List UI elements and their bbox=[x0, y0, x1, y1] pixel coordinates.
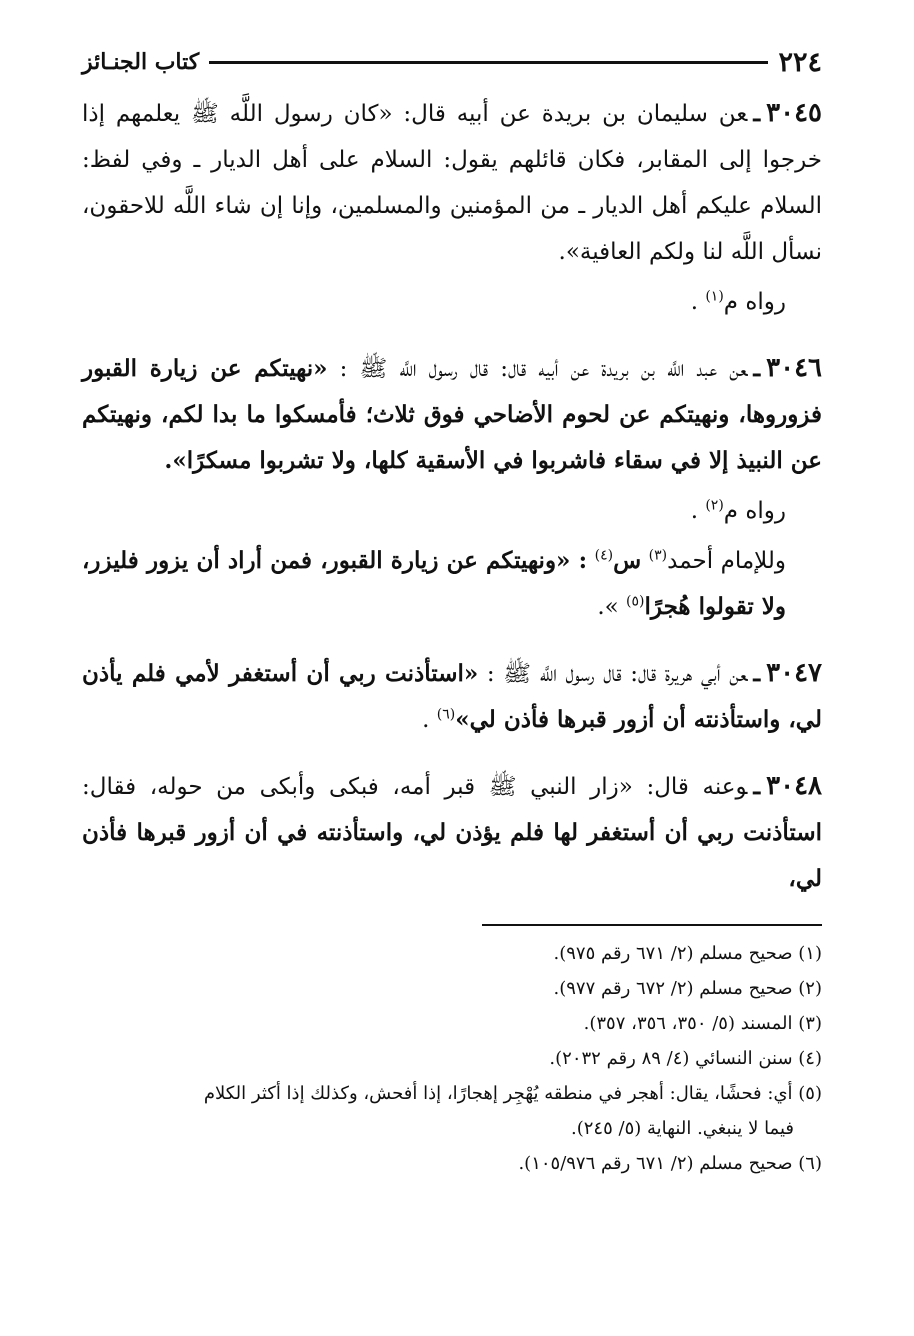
hadith-text: «كان رسول اللَّه ﷺ يعلمهم إذا خرجوا إلى المقابر، فكان قائلهم يقول: السلام على أهل الديار ـ وفي لفظ: السلام عليكم أهل الديار ـ من المؤمنين والمسلمين، وإنا إن شاء اللَّه للاحقون، نسأل اللَّه لنا ولكم العافية». bbox=[82, 101, 822, 265]
dash-mark: ـ bbox=[753, 773, 761, 800]
footnote-ref: (٥) bbox=[626, 593, 645, 610]
chapter-title: كتاب الجنـائز bbox=[82, 49, 200, 75]
narration-text: : «ونهيتكم عن زيارة القبور، فمن أراد أن يزور فليزر، ولا تقولوا هُجرًا bbox=[82, 547, 786, 620]
footnote-2: (٢) صحيح مسلم (٢/ ٦٧٢ رقم ٩٧٧). bbox=[553, 978, 822, 999]
footnotes bbox=[82, 936, 822, 1181]
hadith-3045 bbox=[82, 90, 822, 275]
hadith-intro: عن عبد اللَّه بن بريدة عن أبيه قال: قال رسول اللَّه ﷺ : bbox=[339, 356, 748, 382]
hadith-text: «استأذنت ربي أن أستغفر لأمي فلم يأذن لي، واستأذنته أن أزور قبرها فأذن لي» bbox=[82, 660, 822, 733]
footnote-ref: (٤) bbox=[594, 547, 614, 564]
footnote-3: (٣) المسند (٥/ ٣٥٠، ٣٥٦، ٣٥٧). bbox=[583, 1013, 822, 1034]
hadith-3046 bbox=[82, 345, 822, 484]
hadith-intro: عن سليمان بن بريدة عن أبيه قال: bbox=[403, 101, 748, 127]
narration-close: ». bbox=[597, 594, 619, 620]
hadith-intro: عن أبي هريرة قال: قال رسول اللَّه ﷺ : bbox=[486, 661, 748, 687]
page-number: ٢٢٤ bbox=[778, 46, 822, 78]
hadith-number: ٣٠٤٨ bbox=[766, 771, 822, 801]
page-header bbox=[82, 40, 822, 84]
hadith-3048 bbox=[82, 763, 822, 902]
rawah-label: رواه م bbox=[723, 498, 786, 524]
hadith-intro: وعنه قال: «زار النبي ﷺ قبر أمه، فبكى وأبكى من حوله، فقال: bbox=[82, 774, 748, 800]
dash-mark: ـ bbox=[753, 660, 761, 687]
footnote-ref: (٣) bbox=[648, 547, 668, 564]
footnote-separator bbox=[482, 924, 822, 926]
hadith-close: . bbox=[422, 707, 430, 733]
footnote-6: (٦) صحيح مسلم (٢/ ٦٧١ رقم ١٠٥/٩٧٦). bbox=[518, 1153, 822, 1174]
footnote-5: (٥) أي: فحشًا، يقال: أهجر في منطقه يُهْجِر إهجارًا، إذا أفحش، وكذلك إذا أكثر الكلام bbox=[203, 1083, 822, 1104]
book-page bbox=[82, 40, 822, 1181]
hadith-number: ٣٠٤٦ bbox=[766, 353, 822, 383]
dash-mark: ـ bbox=[753, 355, 761, 382]
hadith-number: ٣٠٤٧ bbox=[766, 658, 823, 688]
rawah-label: رواه م bbox=[723, 289, 786, 315]
hadith-3047 bbox=[82, 650, 822, 743]
footnote-5-continued: فيما لا ينبغي. النهاية (٥/ ٢٤٥). bbox=[571, 1118, 794, 1139]
footnote-4: (٤) سنن النسائي (٤/ ٨٩ رقم ٢٠٣٢). bbox=[549, 1048, 822, 1069]
footnote-ref: (٢) bbox=[705, 497, 724, 514]
dash-mark: ـ bbox=[753, 100, 761, 127]
footnote-ref: (٦) bbox=[436, 706, 456, 723]
narration-source: س bbox=[613, 547, 642, 574]
footnote-1: (١) صحيح مسلم (٢/ ٦٧١ رقم ٩٧٥). bbox=[553, 943, 822, 964]
hadith-text: استأذنت ربي أن أستغفر لها فلم يؤذن لي، واستأذنته في أن أزور قبرها فأذن لي، bbox=[82, 819, 822, 892]
hadith-number: ٣٠٤٥ bbox=[766, 98, 822, 128]
rawah-3046: رواه م$^{(٢)}$ . bbox=[690, 497, 786, 524]
header-rule bbox=[209, 61, 768, 64]
footnote-ref: (١) bbox=[705, 288, 724, 305]
narration-lead: وللإمام أحمد bbox=[667, 548, 787, 574]
ahmad-narration bbox=[82, 538, 822, 630]
rawah-3045: رواه م$^{(١)}$ . bbox=[690, 288, 786, 315]
hadith-text: «نهيتكم عن زيارة القبور فزوروها، ونهيتكم عن لحوم الأضاحي فوق ثلاث؛ فأمسكوا ما بدا لكم، ونهيتكم عن النبيذ إلا في سقاء فاشربوا في الأسقية كلها، ولا تشربوا مسكرًا». bbox=[82, 355, 822, 474]
